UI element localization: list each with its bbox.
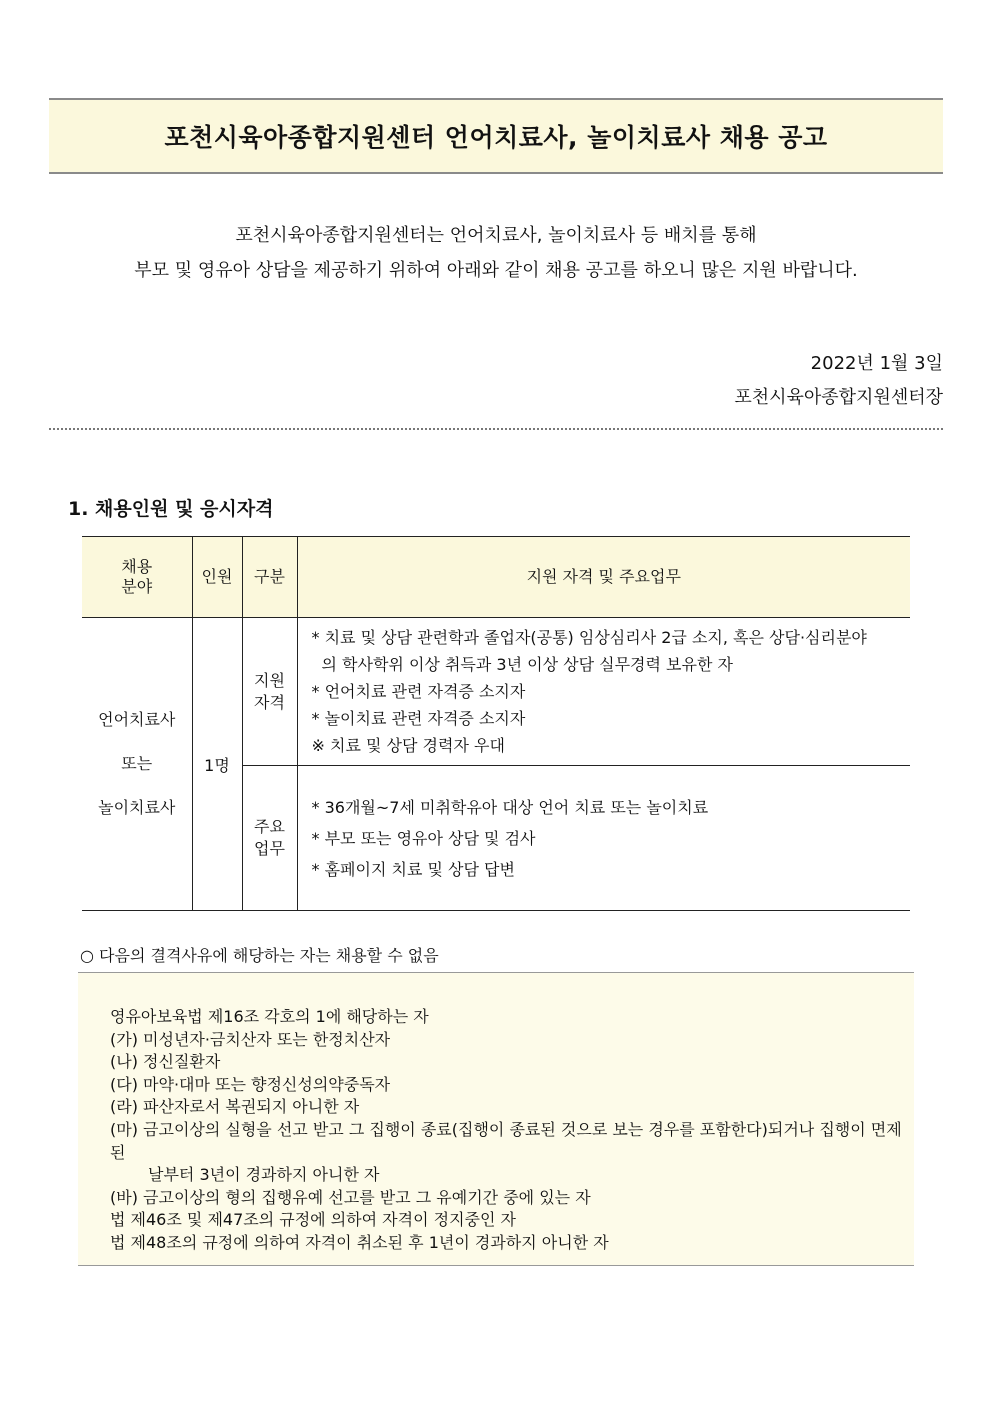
list-item: 의 학사학위 이상 취득과 3년 이상 상담 실무경력 보유한 자 <box>321 655 733 674</box>
list-item: 날부터 3년이 경과하지 아니한 자 <box>148 1165 380 1185</box>
count-cell: 1명 <box>192 618 242 911</box>
disqualification-box <box>78 972 914 1266</box>
header-count: 인원 <box>192 537 242 618</box>
qualification-details <box>297 618 910 766</box>
list-item: (가) 미성년자·금치산자 또는 한정치산자 <box>110 1029 391 1049</box>
list-item: ※ 치료 및 상담 경력자 우대 <box>311 736 505 755</box>
table-row <box>82 618 910 766</box>
header-category: 구분 <box>242 537 297 618</box>
header-field <box>82 537 192 618</box>
header-field-line1: 채용 <box>121 557 153 576</box>
disqualification-title: ○ 다음의 결격사유에 해당하는 자는 채용할 수 없음 <box>80 946 439 965</box>
list-item: (바) 금고이상의 형의 집행유예 선고를 받고 그 유예기간 중에 있는 자 <box>110 1187 591 1207</box>
section-title-recruitment: 1. 채용인원 및 응시자격 <box>68 498 274 520</box>
recruitment-table <box>82 536 910 911</box>
list-item: (나) 정신질환자 <box>110 1052 221 1072</box>
intro-line-2: 부모 및 영유아 상담을 제공하기 위하여 아래와 같이 채용 공고를 하오니 많은 지원 바랍니다. <box>134 260 858 281</box>
list-item: * 치료 및 상담 관련학과 졸업자(공통) 임상심리사 2급 소지, 혹은 상담·심리분야 <box>311 628 867 647</box>
qualification-label: 지원 자격 <box>242 618 297 766</box>
announcement-date: 2022년 1월 3일 <box>810 353 943 374</box>
field-line: 놀이치료사 <box>98 798 176 817</box>
field-cell <box>82 618 192 911</box>
list-item: (라) 파산자로서 복권되지 아니한 자 <box>110 1097 360 1117</box>
dotted-divider <box>49 428 943 430</box>
field-line: 언어치료사 <box>98 710 176 729</box>
list-item: 법 제48조의 규정에 의하여 자격이 취소된 후 1년이 경과하지 아니한 자 <box>110 1232 609 1252</box>
list-item: 법 제46조 및 제47조의 규정에 의하여 자격이 정지중인 자 <box>110 1210 516 1230</box>
header-details: 지원 자격 및 주요업무 <box>297 537 910 618</box>
list-item: 영유아보육법 제16조 각호의 1에 해당하는 자 <box>110 1007 429 1026</box>
header-field-line2: 분야 <box>121 577 153 596</box>
duties-details <box>297 766 910 911</box>
issuer-name: 포천시육아종합지원센터장 <box>734 387 943 408</box>
list-item: * 부모 또는 영유아 상담 및 검사 <box>311 828 536 848</box>
table-header-row <box>82 537 910 618</box>
list-item: * 36개월~7세 미취학유아 대상 언어 치료 또는 놀이치료 <box>311 797 709 817</box>
list-item: (다) 마약·대마 또는 향정신성의약중독자 <box>110 1074 391 1094</box>
list-item: * 언어치료 관련 자격증 소지자 <box>311 682 526 701</box>
intro-line-1: 포천시육아종합지원센터는 언어치료사, 놀이치료사 등 배치를 통해 <box>235 225 757 246</box>
field-line: 또는 <box>121 754 153 773</box>
list-item: (마) 금고이상의 실형을 선고 받고 그 집행이 종료(집행이 종료된 것으로 보는 경우를 포함한다)되거나 집행이 면제된 <box>110 1119 902 1162</box>
duties-label: 주요 업무 <box>242 766 297 911</box>
list-item: * 놀이치료 관련 자격증 소지자 <box>311 709 526 728</box>
page-title: 포천시육아종합지원센터 언어치료사, 놀이치료사 채용 공고 <box>49 98 943 174</box>
list-item: * 홈페이지 치료 및 상담 답변 <box>311 859 515 879</box>
